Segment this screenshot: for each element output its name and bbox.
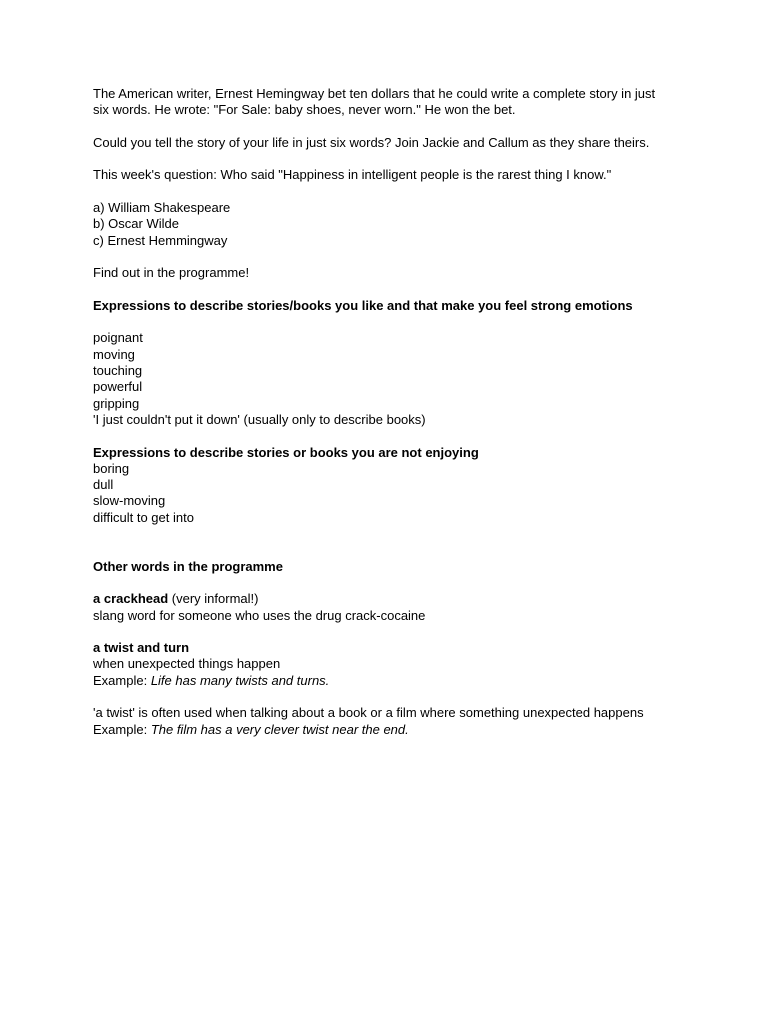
twist-turn-example: Example: Life has many twists and turns. xyxy=(93,672,330,688)
dislike-item: boring xyxy=(93,460,130,476)
option-c: c) Ernest Hemmingway xyxy=(93,232,228,248)
like-item: moving xyxy=(93,346,135,362)
like-item: gripping xyxy=(93,395,140,411)
document-page xyxy=(93,86,683,738)
like-item: 'I just couldn't put it down' (usually only to describe books) xyxy=(93,411,426,427)
question-intro: Could you tell the story of your life in just six words? Join Jackie and Callum as they share theirs. xyxy=(93,134,650,150)
weekly-question: This week's question: Who said "Happiness in intelligent people is the rarest thing I know." xyxy=(93,167,612,183)
option-a: a) William Shakespeare xyxy=(93,200,231,216)
intro-line-1: The American writer, Ernest Hemingway bet ten dollars that he could write a complete story in just xyxy=(93,86,656,101)
dislike-item: slow-moving xyxy=(93,493,166,509)
option-b: b) Oscar Wilde xyxy=(93,216,179,232)
find-out-text: Find out in the programme! xyxy=(93,265,250,281)
dislike-item: dull xyxy=(93,477,114,493)
intro-line-2: six words. He wrote: "For Sale: baby shoes, never worn." He won the bet. xyxy=(93,102,516,118)
crackhead-note: (very informal!) xyxy=(168,591,259,607)
crackhead-term: a crackhead xyxy=(93,591,169,607)
crackhead-term-line xyxy=(93,591,683,607)
crackhead-definition: slang word for someone who uses the drug crack-cocaine xyxy=(93,607,426,623)
twist-definition: 'a twist' is often used when talking about a book or a film where something unexpected happens xyxy=(93,705,644,721)
like-item: touching xyxy=(93,363,143,379)
like-item: poignant xyxy=(93,330,143,346)
like-section-heading: Expressions to describe stories/books you like and that make you feel strong emotions xyxy=(93,297,633,313)
dislike-section-heading: Expressions to describe stories or books you are not enjoying xyxy=(93,444,479,460)
dislike-item: difficult to get into xyxy=(93,509,194,525)
twist-turn-term: a twist and turn xyxy=(93,640,190,656)
other-words-heading: Other words in the programme xyxy=(93,558,283,574)
like-item: powerful xyxy=(93,379,143,395)
twist-example: Example: The film has a very clever twist near the end. xyxy=(93,721,409,737)
twist-turn-definition: when unexpected things happen xyxy=(93,656,281,672)
